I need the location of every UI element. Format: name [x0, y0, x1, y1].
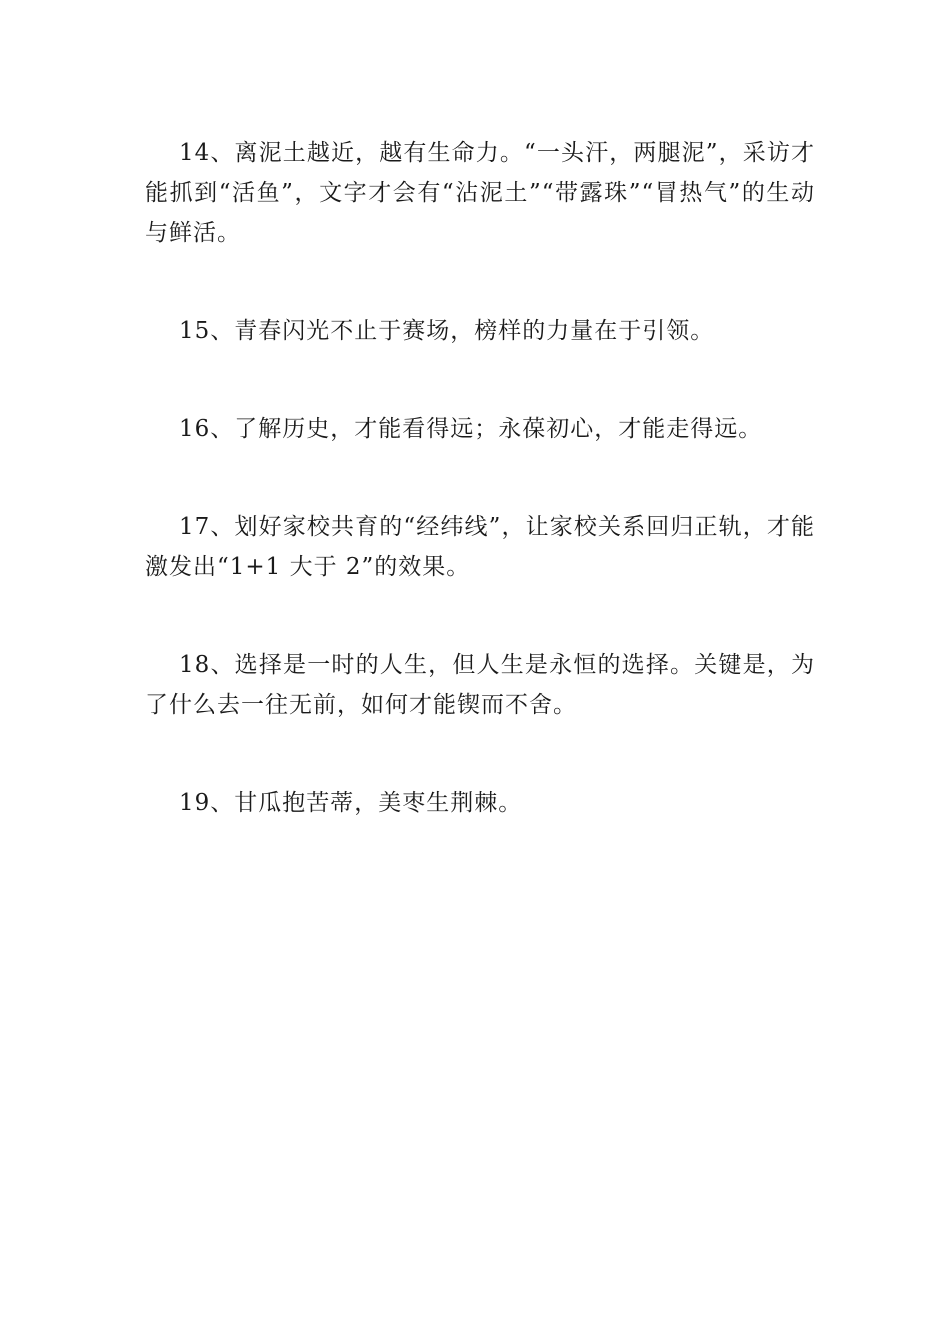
paragraph-spacer: [145, 587, 815, 645]
paragraph-19: 19、甘瓜抱苦蒂，美枣生荆棘。: [179, 790, 523, 816]
paragraph-spacer: [145, 253, 815, 311]
paragraph-15: 15、青春闪光不止于赛场，榜样的力量在于引领。: [179, 318, 715, 344]
paragraph-14: 14、离泥土越近，越有生命力。“一头汗，两腿泥”，采访才能抓到“活鱼”，文字才会有“沾泥土”“带露珠”“冒热气”的生动与鲜活。: [145, 140, 815, 246]
paragraph-spacer: [145, 351, 815, 409]
document-body: [145, 133, 815, 823]
paragraph-spacer: [145, 725, 815, 783]
paragraph-spacer: [145, 449, 815, 507]
paragraph-16: 16、了解历史，才能看得远；永葆初心，才能走得远。: [179, 416, 763, 442]
paragraph-17: 17、划好家校共育的“经纬线”，让家校关系回归正轨，才能激发出“1+1 大于 2”的效果。: [145, 514, 815, 580]
paragraph-18: 18、选择是一时的人生，但人生是永恒的选择。关键是，为了什么去一往无前，如何才能锲而不舍。: [145, 652, 815, 718]
